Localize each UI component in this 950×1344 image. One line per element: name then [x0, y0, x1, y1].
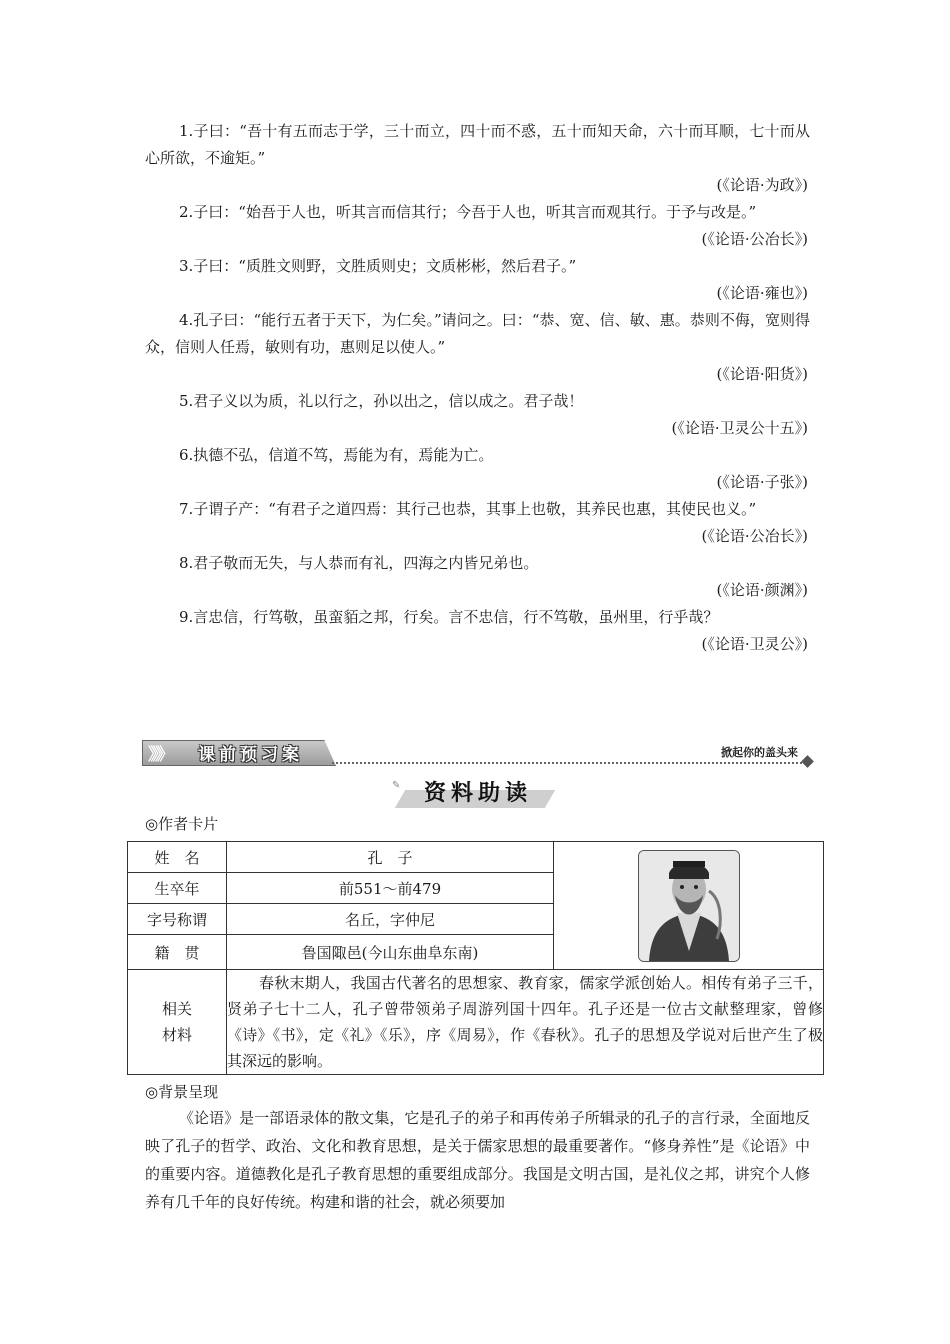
quote-text: 8.君子敬而无失，与人恭而有礼，四海之内皆兄弟也。 [179, 554, 539, 572]
quote-source: (《论语·雍也》) [716, 284, 808, 302]
author-card-table [127, 841, 824, 1075]
portrait-image [639, 851, 739, 961]
quote-source: (《论语·卫灵公》) [701, 635, 808, 653]
background-text: 《论语》是一部语录体的散文集，它是孔子的弟子和再传弟子所辑录的孔子的言行录，全面地反映了孔子的哲学、政治、文化和教育思想，是关于儒家思想的最重要著作。“修身养性”是《论语》中的重要内容。道德教化是孔子教育思想的重要组成部分。我国是文明古国，是礼仪之邦，讲究个人修养有几千年的良好传统。构建和谐的社会，就必须要加 [145, 1109, 810, 1211]
quote-text: 5.君子义以为质，礼以行之，孙以出之，信以成之。君子哉！ [179, 392, 584, 410]
quote-source: (《论语·子张》) [716, 473, 808, 491]
background-section [145, 1104, 810, 1216]
related-text: 春秋末期人，我国古代著名的思想家、教育家，儒家学派创始人。相传有弟子三千，贤弟子七十二人，孔子曾带领弟子周游列国十四年。孔子还是一位古文献整理家，曾修《诗》《书》，定《礼》《乐》，序《周易》，作《春秋》。孔子的思想及学说对后世产生了极其深远的影响。 [227, 970, 824, 1075]
decor-icon: ✎ [392, 780, 401, 791]
quote-text: 1.子曰：“吾十有五而志于学，三十而立，四十而不惑，五十而知天命，六十而耳顺，七十而从心所欲，不逾矩。” [145, 122, 810, 167]
portrait-cell [554, 842, 824, 970]
author-card-label: ◎作者卡片 [145, 815, 219, 833]
row-key: 生卒年 [128, 873, 227, 904]
quote-source: (《论语·阳货》) [716, 365, 808, 383]
background-label: ◎背景呈现 [145, 1083, 219, 1101]
row-value: 鲁国陬邑(今山东曲阜东南) [227, 935, 554, 970]
confucius-portrait [638, 850, 740, 962]
chevron-right-icon: 》》》 [148, 745, 170, 765]
related-key-line2: 材料 [161, 1026, 192, 1044]
row-key: 姓 名 [128, 842, 227, 873]
preview-banner [142, 738, 812, 768]
diamond-icon [801, 755, 814, 768]
quote-source: (《论语·卫灵公十五》) [671, 419, 808, 437]
row-value: 前551～前479 [227, 873, 554, 904]
quote-text: 9.言忠信，行笃敬，虽蛮貊之邦，行矣。言不忠信，行不笃敬，虽州里，行乎哉？ [179, 608, 719, 626]
related-key-line1: 相关 [161, 1000, 192, 1018]
quote-source: (《论语·公冶长》) [701, 230, 808, 248]
row-key: 字号称谓 [128, 904, 227, 935]
quote-source: (《论语·为政》) [716, 176, 808, 194]
row-value: 名丘，字仲尼 [227, 904, 554, 935]
section-heading [392, 776, 550, 810]
related-key [128, 970, 227, 1075]
quotes-section [145, 118, 810, 658]
section-title: 资料助读 [424, 781, 533, 806]
row-key: 籍 贯 [128, 935, 227, 970]
banner-title: 课前预习案 [198, 745, 303, 765]
quote-text: 3.子曰：“质胜文则野，文胜质则史；文质彬彬，然后君子。” [179, 257, 577, 275]
row-value: 孔 子 [227, 842, 554, 873]
quote-text: 7.子谓子产：“有君子之道四焉：其行己也恭，其事上也敬，其养民也惠，其使民也义。” [179, 500, 757, 518]
quote-source: (《论语·公冶长》) [701, 527, 808, 545]
quote-text: 6.执德不弘，信道不笃，焉能为有，焉能为亡。 [179, 446, 494, 464]
banner-subtitle: 掀起你的盖头来 [721, 746, 798, 759]
banner-divider [332, 762, 802, 764]
quote-text: 4.孔子曰：“能行五者于天下，为仁矣。”请问之。曰：“恭、宽、信、敏、惠。恭则不侮，宽则得众，信则人任焉，敏则有功，惠则足以使人。” [145, 311, 810, 356]
quote-text: 2.子曰：“始吾于人也，听其言而信其行；今吾于人也，听其言而观其行。于予与改是。” [179, 203, 757, 221]
quote-source: (《论语·颜渊》) [716, 581, 808, 599]
